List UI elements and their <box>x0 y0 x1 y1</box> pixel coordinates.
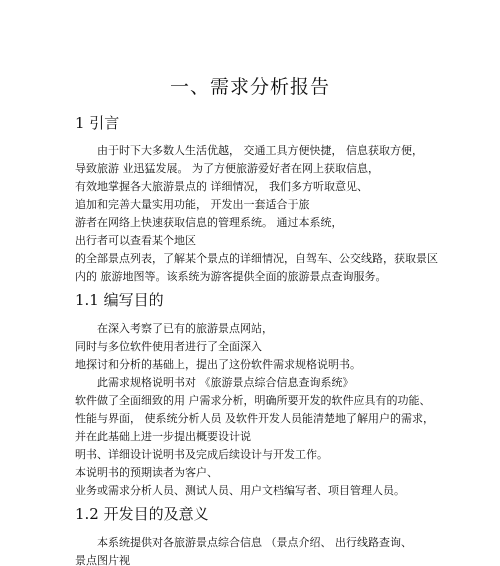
section-significance-body <box>75 534 435 566</box>
section-heading-purpose: 1.1 编写目的 <box>75 291 164 309</box>
text-line: 在深入考察了已有的旅游景点网站， <box>97 322 273 335</box>
text-line: 的全部景点列表，了解某个景点的详细情况，自驾车、公交线路，获取景区 <box>75 252 438 265</box>
text-line: 明书、详细设计说明书及完成后续设计与开发工作。 <box>75 448 328 461</box>
section-introduction-body <box>75 142 438 286</box>
text-line: 性能与界面， 使系统分析人员 及软件开发人员能清楚地了解用户的需求， <box>75 412 434 425</box>
text-line: 景点图片视 <box>75 554 130 566</box>
section-purpose-body <box>75 320 435 500</box>
text-line: 地探讨和分析的基础上，提出了这份软件需求规格说明书。 <box>75 358 361 371</box>
text-line: 内的 旅游地图等。该系统为游客提供全面的旅游景点查询服务。 <box>75 270 387 283</box>
document-title: 一、需求分析报告 <box>169 76 330 98</box>
text-line: 业务或需求分析人员、测试人员、用户文档编写者、项目管理人员。 <box>75 484 405 497</box>
text-line: 出行者可以查看某个地区 <box>75 234 196 247</box>
text-line: 软件做了全面细致的用 户需求分析，明确所要开发的软件应具有的功能、 <box>75 394 431 407</box>
text-line: 本说明书的预期读者为客户、 <box>75 466 218 479</box>
text-line: 导致旅游 业迅猛发展。 为了方便旅游爱好者在网上获取信息， <box>75 162 379 175</box>
text-line: 游者在网络上快速获取信息的管理系统。 通过本系统， <box>75 216 343 229</box>
text-line: 有效地掌握各大旅游景点的 详细情况， 我们多方听取意见、 <box>75 180 368 193</box>
text-line: 本系统提供对各旅游景点综合信息 （景点介绍、 出行线路查询、 <box>97 536 412 549</box>
text-line: 由于时下大多数人生活优越， 交通工具方便快捷， 信息获取方便， <box>97 144 423 157</box>
text-line: 同时与多位软件使用者进行了全面深入 <box>75 340 262 353</box>
text-line: 此需求规格说明书对 《旅游景点综合信息查询系统》 <box>97 376 354 389</box>
section-heading-introduction: 1 引言 <box>75 114 120 132</box>
text-line: 追加和完善大量实用功能， 开发出一套适合于旅 <box>75 198 310 211</box>
text-line: 并在此基础上进一步提出概要设计说 <box>75 430 251 443</box>
section-heading-significance: 1.2 开发目的及意义 <box>75 505 209 523</box>
